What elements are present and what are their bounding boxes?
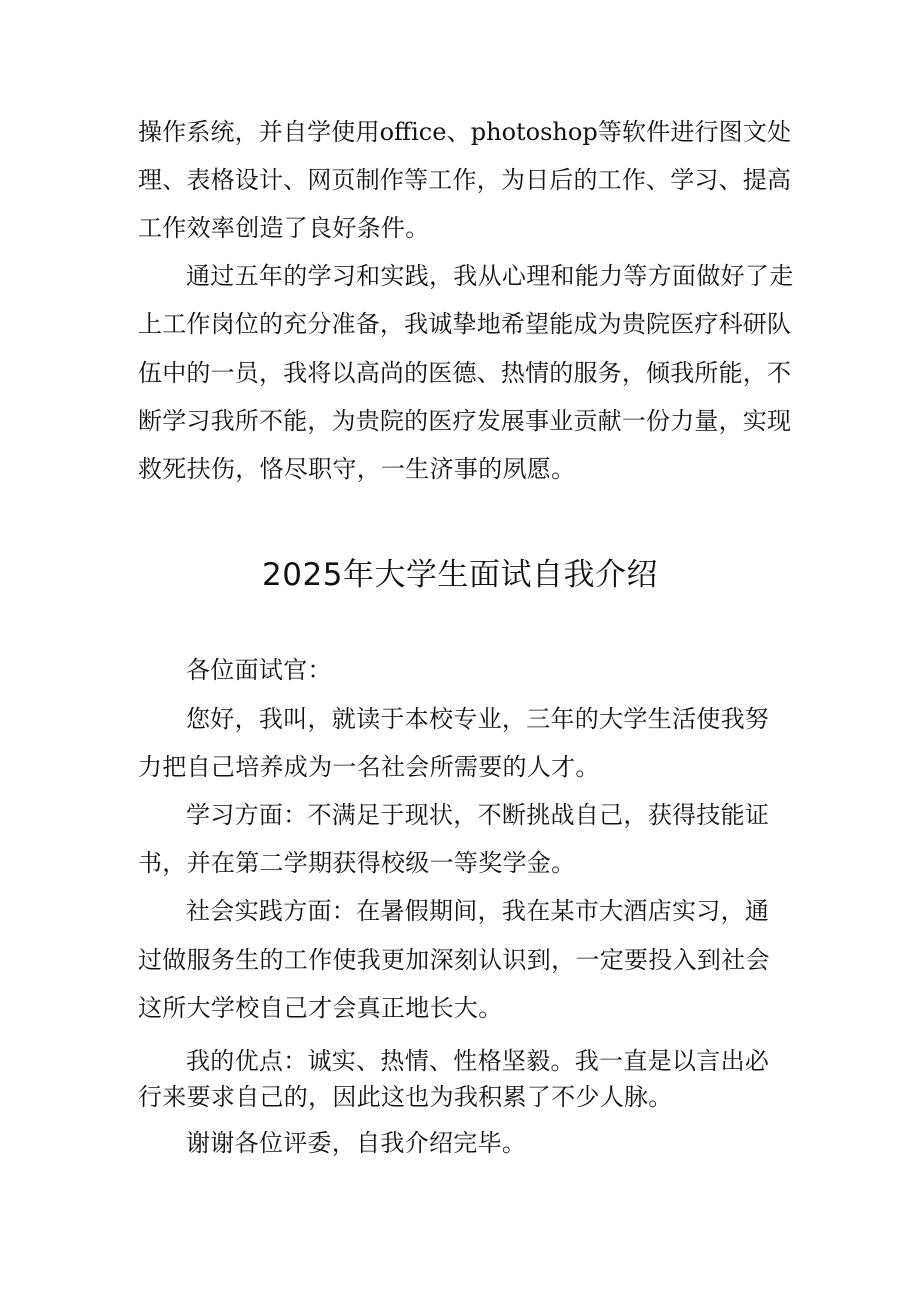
paragraph-line: 理、表格设计、网页制作等工作，为日后的工作、学习、提高: [138, 166, 791, 194]
paragraph-line: 过做服务生的工作使我更加深刻认识到，一定要投入到社会: [138, 946, 770, 974]
paragraph-line: 断学习我所不能，为贵院的医疗发展事业贡献一份力量，实现: [138, 407, 791, 435]
paragraph-line: 力把自己培养成为一名社会所需要的人才。: [138, 753, 600, 781]
paragraph-line: 您好，我叫，就读于本校专业，三年的大学生活使我努: [186, 705, 770, 733]
salutation: 各位面试官：: [186, 656, 332, 684]
paragraph-line: 救死扶伤，恪尽职守，一生济事的夙愿。: [138, 455, 576, 483]
paragraph-line: 工作效率创造了良好条件。: [138, 214, 430, 242]
paragraph-line: 社会实践方面：在暑假期间，我在某市大酒店实习，通: [186, 897, 770, 925]
paragraph-line: 我的优点：诚实、热情、性格坚毅。我一直是以言出必: [186, 1047, 770, 1075]
document-title: 2025年大学生面试自我介绍: [262, 557, 658, 593]
closing-line: 谢谢各位评委，自我介绍完毕。: [186, 1129, 527, 1157]
paragraph-line: 伍中的一员，我将以高尚的医德、热情的服务，倾我所能，不: [138, 359, 791, 387]
paragraph-line: 操作系统，并自学使用office、photoshop等软件进行图文处: [138, 118, 791, 146]
paragraph-line: 这所大学校自己才会真正地长大。: [138, 994, 503, 1022]
paragraph-line: 通过五年的学习和实践，我从心理和能力等方面做好了走: [186, 262, 794, 290]
paragraph-line: 学习方面：不满足于现状，不断挑战自己，获得技能证: [186, 801, 770, 829]
paragraph-line: 行来要求自己的，因此这也为我积累了不少人脉。: [138, 1083, 673, 1111]
paragraph-line: 上工作岗位的充分准备，我诚挚地希望能成为贵院医疗科研队: [138, 310, 791, 338]
paragraph-line: 书，并在第二学期获得校级一等奖学金。: [138, 849, 576, 877]
